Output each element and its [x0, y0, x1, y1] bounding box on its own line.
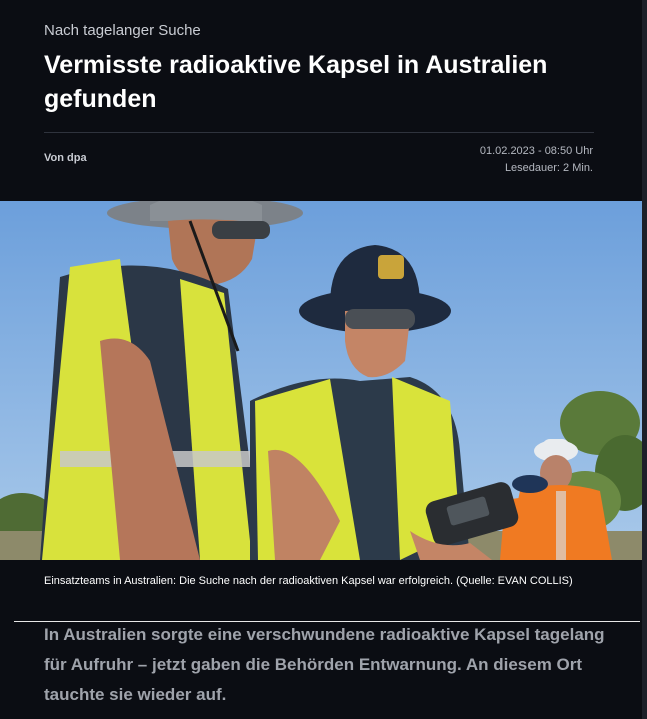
page-scrollbar[interactable] [642, 0, 647, 719]
article-headline: Vermisste radioaktive Kapsel in Australien gefunden [44, 51, 548, 113]
article-photo[interactable] [0, 201, 642, 560]
article-author[interactable]: Von dpa [44, 152, 87, 164]
article-lead: In Australien sorgte eine verschwundene radioaktive Kapsel tagelang für Aufruhr – jetzt gaben die Behörden Entwarnung. An diesem Ort tauchte sie wieder auf. [44, 625, 605, 704]
reading-time: Lesedauer: 2 Min. [504, 162, 593, 174]
article-kicker: Nach tagelanger Suche [44, 22, 201, 39]
article-date: 01.02.2023 - 08:50 Uhr [479, 145, 593, 157]
article-meta [480, 143, 593, 177]
header-divider [44, 132, 594, 133]
photo-caption: Einsatzteams in Australien: Die Suche nach der radioaktiven Kapsel war erfolgreich. (Quelle: EVAN COLLIS) [44, 575, 573, 587]
photo-illustration [0, 201, 642, 560]
